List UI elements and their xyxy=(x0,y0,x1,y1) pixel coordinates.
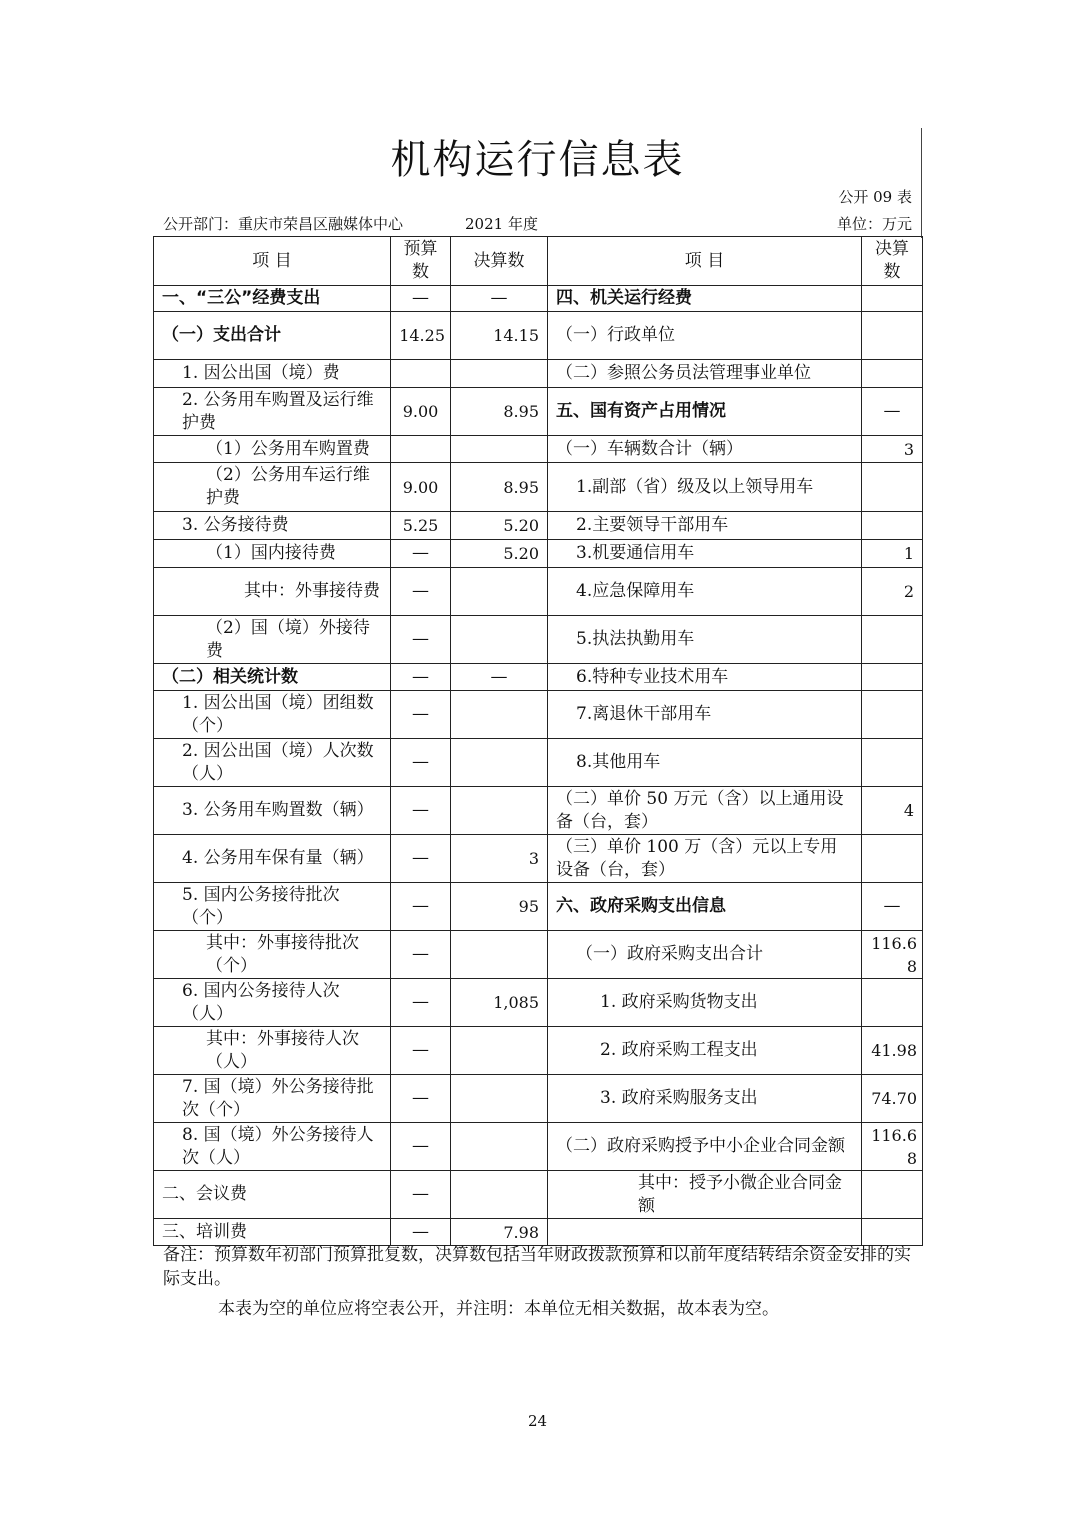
row-final: 14.15 xyxy=(451,312,548,360)
row-final xyxy=(451,1171,548,1219)
row-right-value: 1 xyxy=(862,540,923,568)
row-label: 二、会议费 xyxy=(154,1171,391,1219)
page-number: 24 xyxy=(527,1412,548,1430)
row-right-value xyxy=(862,979,923,1027)
row-final xyxy=(451,691,548,739)
row-budget: — xyxy=(391,883,451,931)
row-right-value: 116.68 xyxy=(862,931,923,979)
table-row xyxy=(154,691,923,739)
row-right-label: 5.执法执勤用车 xyxy=(548,616,862,664)
row-right-label: 4.应急保障用车 xyxy=(548,568,862,616)
row-label: 2. 因公出国（境）人次数（人） xyxy=(154,739,391,787)
row-right-value xyxy=(862,664,923,691)
row-label: （一）支出合计 xyxy=(154,312,391,360)
table-row xyxy=(154,835,923,883)
header-final-right: 决算数 xyxy=(862,237,923,286)
row-label: （1）国内接待费 xyxy=(154,540,391,568)
row-right-label xyxy=(548,1219,862,1246)
row-final xyxy=(451,436,548,463)
row-final: 8.95 xyxy=(451,463,548,512)
table-row xyxy=(154,1123,923,1171)
row-budget: — xyxy=(391,616,451,664)
row-right-label: 3. 政府采购服务支出 xyxy=(548,1075,862,1123)
row-final xyxy=(451,931,548,979)
row-budget: — xyxy=(391,1219,451,1246)
empty-table-note: 本表为空的单位应将空表公开，并注明：本单位无相关数据，故本表为空。 xyxy=(218,1299,779,1319)
row-right-value xyxy=(862,739,923,787)
table-row xyxy=(154,739,923,787)
row-budget: — xyxy=(391,1027,451,1075)
row-label: 1. 因公出国（境）费 xyxy=(154,360,391,388)
row-budget: — xyxy=(391,1171,451,1219)
row-label: 一、“三公”经费支出 xyxy=(154,286,391,312)
table-row xyxy=(154,883,923,931)
row-right-value: — xyxy=(862,388,923,436)
row-budget: — xyxy=(391,568,451,616)
table-note: 备注：预算数年初部门预算批复数，决算数包括当年财政拨款预算和以前年度结转结余资金安排的实际支出。 xyxy=(163,1245,911,1289)
table-row xyxy=(154,512,923,540)
row-label: （2）国（境）外接待费 xyxy=(154,616,391,664)
row-right-label: （二）参照公务员法管理事业单位 xyxy=(548,360,862,388)
row-label: （1）公务用车购置费 xyxy=(154,436,391,463)
row-label: （2）公务用车运行维护费 xyxy=(154,463,391,512)
row-budget: — xyxy=(391,787,451,835)
row-budget: — xyxy=(391,979,451,1027)
row-right-value xyxy=(862,691,923,739)
row-right-label: 7.离退休干部用车 xyxy=(548,691,862,739)
row-budget: — xyxy=(391,1075,451,1123)
row-right-label: 1. 政府采购货物支出 xyxy=(548,979,862,1027)
row-right-value xyxy=(862,360,923,388)
row-label: 其中：外事接待人次（人） xyxy=(154,1027,391,1075)
row-right-label: 2.主要领导干部用车 xyxy=(548,512,862,540)
row-right-label: 3.机要通信用车 xyxy=(548,540,862,568)
row-budget: — xyxy=(391,540,451,568)
row-final xyxy=(451,616,548,664)
row-right-label: （二）政府采购授予中小企业合同金额 xyxy=(548,1123,862,1171)
table-code: 公开 09 表 xyxy=(838,188,912,206)
unit-label: 单位：万元 xyxy=(836,215,912,233)
table-row xyxy=(154,1171,923,1219)
row-right-label: （一）行政单位 xyxy=(548,312,862,360)
row-right-value: 74.70 xyxy=(862,1075,923,1123)
year-label: 2021 年度 xyxy=(465,215,538,233)
row-label: 4. 公务用车保有量（辆） xyxy=(154,835,391,883)
row-right-label: 五、国有资产占用情况 xyxy=(548,388,862,436)
row-right-label: （三）单价 100 万（含）元以上专用设备（台，套） xyxy=(548,835,862,883)
row-label: 3. 公务接待费 xyxy=(154,512,391,540)
row-right-label: （一）政府采购支出合计 xyxy=(548,931,862,979)
row-final: — xyxy=(451,286,548,312)
row-final: 3 xyxy=(451,835,548,883)
row-right-label: （一）车辆数合计（辆） xyxy=(548,436,862,463)
table-row xyxy=(154,787,923,835)
row-label: 其中：外事接待批次（个） xyxy=(154,931,391,979)
row-right-value: 41.98 xyxy=(862,1027,923,1075)
row-final: 8.95 xyxy=(451,388,548,436)
row-budget: 14.25 xyxy=(391,312,451,360)
row-final: 1,085 xyxy=(451,979,548,1027)
table-header-row xyxy=(154,237,923,286)
row-final xyxy=(451,787,548,835)
row-right-value: 4 xyxy=(862,787,923,835)
row-right-value xyxy=(862,616,923,664)
row-final: — xyxy=(451,664,548,691)
row-right-label: 1.副部（省）级及以上领导用车 xyxy=(548,463,862,512)
row-budget: — xyxy=(391,691,451,739)
row-final xyxy=(451,1075,548,1123)
row-budget: — xyxy=(391,835,451,883)
row-final xyxy=(451,1027,548,1075)
row-right-value: 3 xyxy=(862,436,923,463)
table-row xyxy=(154,436,923,463)
row-right-label: 六、政府采购支出信息 xyxy=(548,883,862,931)
row-right-label: 2. 政府采购工程支出 xyxy=(548,1027,862,1075)
row-budget: 5.25 xyxy=(391,512,451,540)
row-final: 5.20 xyxy=(451,540,548,568)
table-row xyxy=(154,616,923,664)
row-budget: — xyxy=(391,739,451,787)
row-right-label: 其中：授予小微企业合同金额 xyxy=(548,1171,862,1219)
row-budget xyxy=(391,436,451,463)
row-right-label: 8.其他用车 xyxy=(548,739,862,787)
row-right-value xyxy=(862,1171,923,1219)
row-label: （二）相关统计数 xyxy=(154,664,391,691)
table-row xyxy=(154,979,923,1027)
header-item-left: 项 目 xyxy=(154,237,391,286)
row-label: 6. 国内公务接待人次（人） xyxy=(154,979,391,1027)
row-label: 2. 公务用车购置及运行维护费 xyxy=(154,388,391,436)
info-table xyxy=(153,236,923,1246)
table-row xyxy=(154,286,923,312)
table-row xyxy=(154,540,923,568)
row-label: 8. 国（境）外公务接待人次（人） xyxy=(154,1123,391,1171)
table-row xyxy=(154,568,923,616)
row-label: 三、培训费 xyxy=(154,1219,391,1246)
row-budget: 9.00 xyxy=(391,463,451,512)
header-budget: 预算数 xyxy=(391,237,451,286)
row-budget: — xyxy=(391,664,451,691)
row-final xyxy=(451,568,548,616)
row-right-value xyxy=(862,312,923,360)
row-right-value: 116.68 xyxy=(862,1123,923,1171)
row-budget xyxy=(391,360,451,388)
department-label: 公开部门：重庆市荣昌区融媒体中心 xyxy=(163,215,404,233)
row-budget: — xyxy=(391,286,451,312)
row-budget: 9.00 xyxy=(391,388,451,436)
table-row xyxy=(154,388,923,436)
row-final: 95 xyxy=(451,883,548,931)
row-budget: — xyxy=(391,1123,451,1171)
table-row xyxy=(154,931,923,979)
table-row xyxy=(154,1219,923,1246)
table-row xyxy=(154,1075,923,1123)
row-right-value xyxy=(862,1219,923,1246)
row-label: 7. 国（境）外公务接待批次（个） xyxy=(154,1075,391,1123)
row-label: 5. 国内公务接待批次（个） xyxy=(154,883,391,931)
header-item-right: 项 目 xyxy=(548,237,862,286)
row-final: 7.98 xyxy=(451,1219,548,1246)
row-label: 1. 因公出国（境）团组数（个） xyxy=(154,691,391,739)
row-final xyxy=(451,739,548,787)
row-final xyxy=(451,360,548,388)
header-final: 决算数 xyxy=(451,237,548,286)
row-right-value xyxy=(862,463,923,512)
row-right-value xyxy=(862,835,923,883)
page-title: 机构运行信息表 xyxy=(390,137,685,183)
row-final xyxy=(451,1123,548,1171)
table-row xyxy=(154,312,923,360)
row-label: 3. 公务用车购置数（辆） xyxy=(154,787,391,835)
row-right-value xyxy=(862,512,923,540)
row-budget: — xyxy=(391,931,451,979)
row-right-label: 6.特种专业技术用车 xyxy=(548,664,862,691)
row-right-label: 四、机关运行经费 xyxy=(548,286,862,312)
table-row xyxy=(154,463,923,512)
row-final: 5.20 xyxy=(451,512,548,540)
row-right-label: （二）单价 50 万元（含）以上通用设备（台，套） xyxy=(548,787,862,835)
row-right-value xyxy=(862,286,923,312)
table-row xyxy=(154,360,923,388)
table-row xyxy=(154,664,923,691)
row-right-value: 2 xyxy=(862,568,923,616)
row-right-value: — xyxy=(862,883,923,931)
row-label: 其中：外事接待费 xyxy=(154,568,391,616)
table-row xyxy=(154,1027,923,1075)
